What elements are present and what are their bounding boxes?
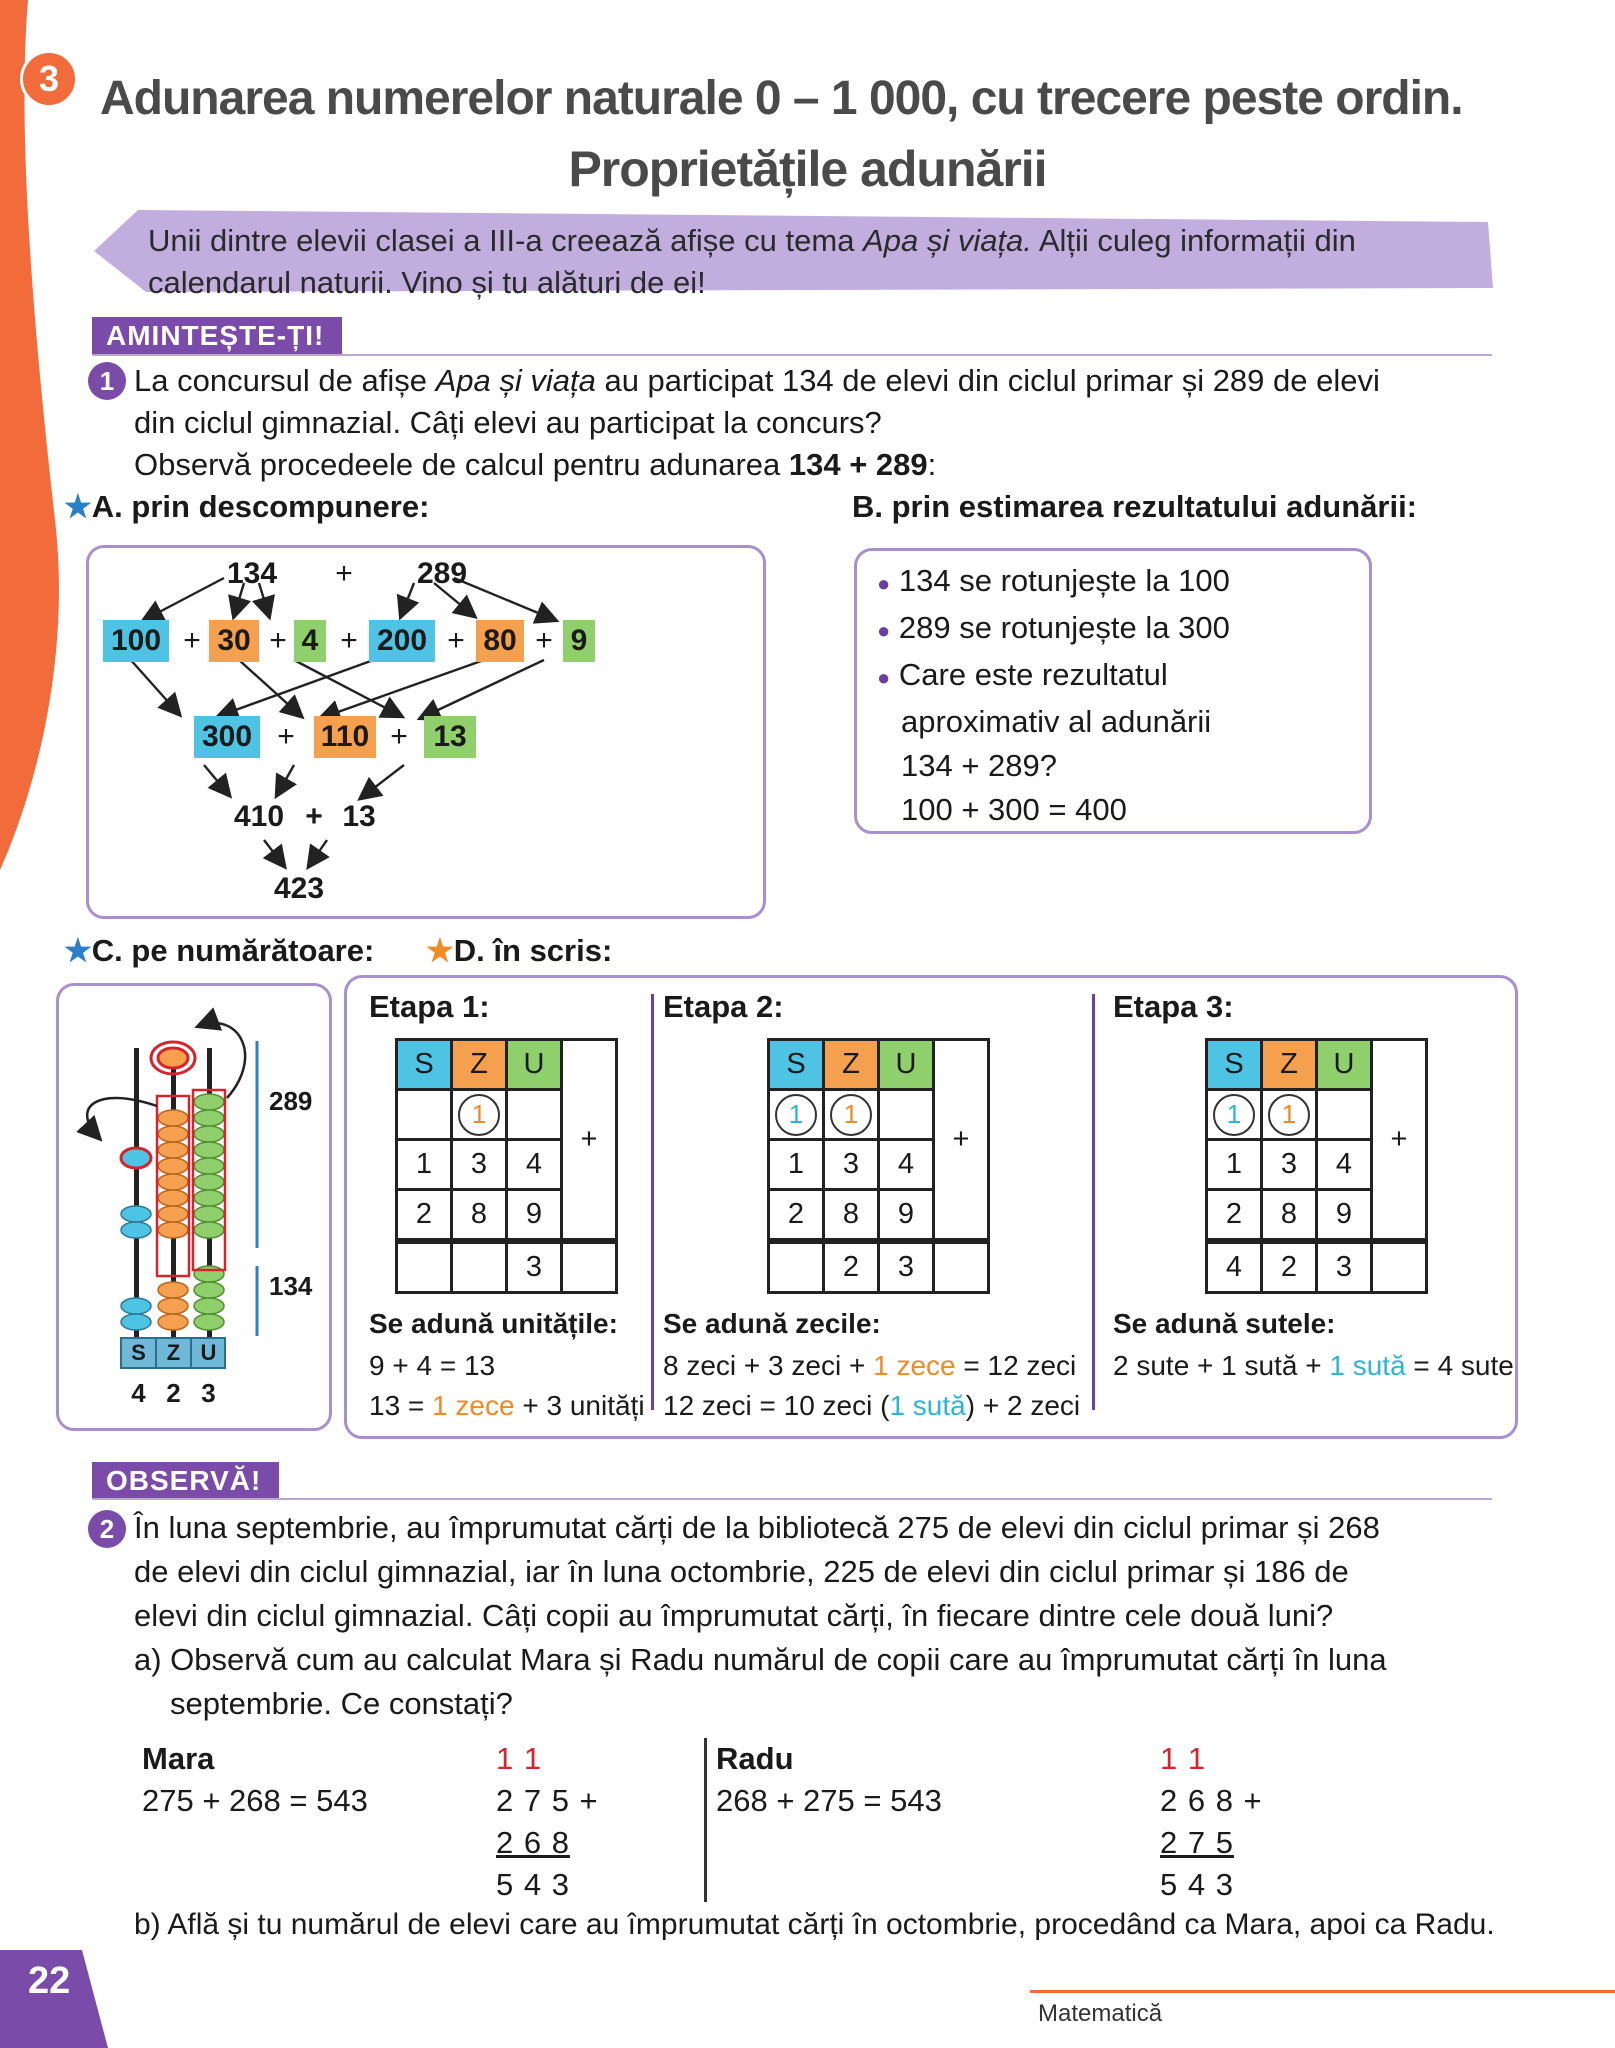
- stage-2-title: Etapa 2:: [663, 989, 784, 1024]
- decomposition-result: 423: [273, 872, 325, 905]
- stage-divider: [651, 994, 654, 1410]
- exercise-number-badge: 2: [88, 1510, 126, 1548]
- hundreds-chip: 200: [369, 620, 435, 662]
- tens-sum-chip: 110: [314, 716, 376, 758]
- lesson-title: Adunarea numerelor naturale 0 – 1 000, cu trecere peste ordin.: [100, 72, 1463, 125]
- mara-column-calc: 1 1 2 7 5 + 2 6 8 5 4 3: [496, 1741, 599, 1902]
- stage-1-line1: 9 + 4 = 13: [369, 1350, 496, 1381]
- abacus-col-s: S: [131, 1340, 146, 1365]
- exercise-2-part-b: b) Află și tu numărul de elevi care au împrumutat cărți în octombrie, procedând ca Mara, apoi ca Radu.: [134, 1908, 1495, 1941]
- hundreds-sum-chip: 300: [194, 716, 260, 758]
- addend-b: 289: [416, 557, 468, 590]
- stage-divider: [1092, 994, 1095, 1410]
- exercise-number-badge: 1: [88, 362, 126, 400]
- star-icon: ★: [64, 933, 92, 968]
- radu-name: Radu: [716, 1741, 794, 1776]
- tens-chip: 30: [209, 620, 259, 662]
- stage-2-table: S Z U + 1 1 1 3 4 2 8 9 2 3: [767, 1038, 990, 1294]
- abacus-col-u: U: [200, 1340, 217, 1365]
- stage-1-caption: Se adună unitățile:: [369, 1308, 618, 1339]
- tens-chip: 80: [476, 620, 524, 662]
- plus-sign: +: [183, 624, 201, 657]
- star-icon: ★: [426, 933, 454, 968]
- estimation-bullet: ● 134 se rotunjește la 100: [877, 563, 1230, 598]
- plus-sign: +: [269, 624, 287, 657]
- plus-sign: +: [340, 624, 358, 657]
- partial-units: 13: [342, 800, 376, 833]
- method-d-label: ★D. în scris:: [426, 933, 613, 968]
- estimation-bullet: ● Care este rezultatul: [877, 657, 1168, 692]
- partial-sum: 410: [233, 800, 285, 833]
- units-chip: 9: [563, 620, 595, 662]
- mara-equation: 275 + 268 = 543: [142, 1783, 368, 1818]
- hundreds-chip: 100: [103, 620, 169, 662]
- stage-3-caption: Se adună sutele:: [1113, 1308, 1336, 1339]
- stage-2-line1: 8 zeci + 3 zeci + 1 zece = 12 zeci: [663, 1350, 1077, 1381]
- stage-1-line2: 13 = 1 zece + 3 unități: [369, 1390, 645, 1421]
- stage-3-line1: 2 sute + 1 sută + 1 sută = 4 sute: [1113, 1350, 1514, 1381]
- intro-text: Unii dintre elevii clasei a III-a creează afișe cu tema Apa și viața. Alții culeg informații din calendarul naturii. Vino și tu alături de ei!: [148, 223, 1356, 300]
- exercise-2-text: În luna septembrie, au împrumutat cărți de la bibliotecă 275 de elevi din ciclul primar și 268 de elevi din ciclul gimnazial, iar în luna octombrie, 225 de elevi din ciclul primar și 186 de elevi din ciclul gimnazial. Câți copii au împrumutat cărți, în fiecare dintre cele două luni? a) Observă cum au calculat Mara și Radu numărul de copii care au împrumutat cărți în luna septembrie. Ce constați?: [134, 1510, 1387, 1721]
- page-edge-decoration: [0, 0, 70, 880]
- estimation-line: 100 + 300 = 400: [901, 792, 1127, 827]
- abacus-box: [56, 983, 332, 1431]
- abacus-upper-label: 289: [269, 1086, 313, 1116]
- carry-circle: 1: [1213, 1094, 1255, 1136]
- estimation-bullet: ● 289 se rotunjește la 300: [877, 610, 1230, 645]
- method-b-label: B. prin estimarea rezultatului adunării:: [852, 489, 1418, 524]
- plus-sign: +: [447, 624, 465, 657]
- method-a-label: ★A. prin descompunere:: [64, 489, 430, 524]
- lesson-subtitle: Proprietățile adunării: [568, 141, 1047, 197]
- plus-sign: +: [305, 800, 323, 833]
- footer-subject: Matematică: [1038, 2000, 1163, 2027]
- abacus-lower-label: 134: [269, 1271, 313, 1301]
- stage-1-table: S Z U + 1 1 3 4 2 8 9 3: [395, 1038, 618, 1294]
- plus-sign: +: [390, 720, 408, 753]
- units-chip: 4: [294, 620, 326, 662]
- plus-sign: +: [535, 624, 553, 657]
- section-tag-observe: OBSERVĂ!: [92, 1462, 279, 1500]
- stage-3-table: S Z U + 1 1 1 3 4 2 8 9 4 2 3: [1205, 1038, 1428, 1294]
- calc-divider: [704, 1738, 707, 1902]
- method-c-label: ★C. pe numărătoare:: [64, 933, 375, 968]
- section-tag-remember: AMINTEȘTE-ȚI!: [92, 317, 342, 355]
- star-icon: ★: [64, 489, 92, 524]
- units-sum-chip: 13: [424, 716, 476, 758]
- footer-rule: [1030, 1990, 1615, 1993]
- plus-sign: +: [277, 720, 295, 753]
- addend-a: 134: [226, 557, 278, 590]
- radu-column-calc: 1 1 2 6 8 + 2 7 5 5 4 3: [1160, 1741, 1263, 1902]
- carry-circle: 1: [830, 1094, 872, 1136]
- abacus-result-digit: 2: [166, 1378, 181, 1408]
- section-rule: [92, 354, 1492, 356]
- carry-circle: 1: [458, 1094, 500, 1136]
- decomposition-box: [86, 545, 766, 919]
- abacus-result-digit: 4: [131, 1378, 146, 1408]
- estimation-line: aproximativ al adunării: [901, 704, 1212, 739]
- abacus-col-z: Z: [166, 1340, 181, 1365]
- abacus-result-digit: 3: [201, 1378, 216, 1408]
- page-number: 22: [28, 1960, 71, 2002]
- estimation-box: [854, 548, 1372, 834]
- carry-circle: 1: [775, 1094, 817, 1136]
- section-rule: [92, 1498, 1492, 1500]
- lesson-number-badge: 3: [20, 50, 78, 108]
- stage-1-title: Etapa 1:: [369, 989, 490, 1024]
- plus-sign: +: [335, 557, 353, 590]
- carry-circle: 1: [1268, 1094, 1310, 1136]
- estimation-line: 134 + 289?: [901, 748, 1058, 783]
- exercise-1-text: La concursul de afișe Apa și viața au participat 134 de elevi din ciclul primar și 289 de elevi din ciclul gimnazial. Câți elevi au participat la concurs? Observă procedeele de calcul pentru adunarea 134 + 289:: [134, 363, 1380, 482]
- stage-2-caption: Se adună zecile:: [663, 1308, 881, 1339]
- radu-equation: 268 + 275 = 543: [716, 1783, 942, 1818]
- mara-name: Mara: [142, 1741, 215, 1776]
- stage-2-line2: 12 zeci = 10 zeci (1 sută) + 2 zeci: [663, 1390, 1081, 1421]
- stage-3-title: Etapa 3:: [1113, 989, 1234, 1024]
- estimation-list: [877, 559, 1357, 832]
- written-method-box: [344, 975, 1518, 1439]
